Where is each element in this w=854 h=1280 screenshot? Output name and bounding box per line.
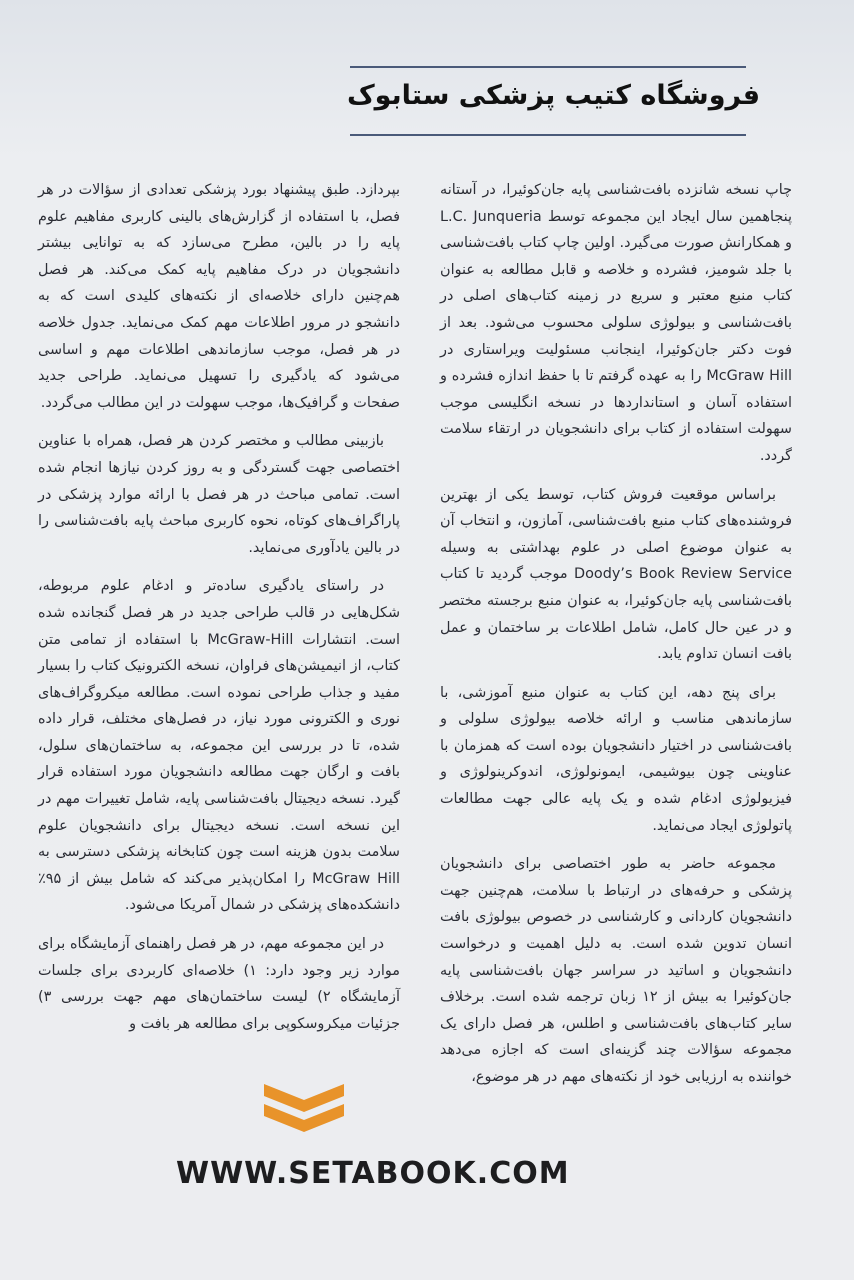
text-column-left [38, 177, 400, 1049]
paragraph: برای پنج دهه، این کتاب به عنوان منبع آموزشی، با سازماندهی مناسب و ارائه خلاصه بیولوژی سلولی و بافت‌شناسی در اختیار دانشجویان بوده است که همزمان با عناوینی چون بیوشیمی، ایمونولوژی، اندوکرینولوژی و فیزیولوژی ادغام شده و یک پایه عالی جهت مطالعات پاتولوژی ایجاد می‌نماید. [440, 684, 792, 834]
paragraph: براساس موقعیت فروش کتاب، توسط یکی از بهترین فروشنده‌های کتاب منبع بافت‌شناسی، آمازون، و انتخاب آن به عنوان موضوع اصلی در علوم بهداشتی به وسیله Doody’s Book Review Service موجب گردید تا کتاب بافت‌شناسی پایه جان‌کوئیرا، به عنوان منبع برجسته مختصر و در عین حال کامل، شامل اطلاعات بر ساختمان و عمل بافت انسان تداوم یابد. [440, 486, 792, 663]
paragraph: بازبینی مطالب و مختصر کردن هر فصل، همراه با عناوین اختصاصی جهت گستردگی و به روز کردن نیازها انجام شده است. تمامی مباحث در هر فصل با ارائه موارد پزشکی در پاراگراف‌های کوتاه، نحوه کاربری مباحث پایه بافت‌شناسی را در بالین یادآوری می‌نماید. [38, 433, 400, 556]
setabook-logo-icon [260, 1074, 348, 1136]
paragraph: در این مجموعه مهم، در هر فصل راهنمای آزمایشگاه برای موارد زیر وجود دارد: ۱) خلاصه‌ای کاربردی برای جلسات آزمایشگاه ۲) لیست ساختمان‌های مهم جهت بررسی ۳) جزئیات میکروسکوپی برای مطالعه هر بافت و [38, 936, 400, 1032]
page-header [346, 66, 760, 138]
page-title: فروشگاه کتیب پزشکی ستابوک [346, 80, 760, 111]
paragraph: مجموعه حاضر به طور اختصاصی برای دانشجویان پزشکی و حرفه‌های در ارتباط با سلامت، هم‌چنین جهت دانشجویان کاردانی و کارشناسی در خصوص بیولوژی بافت انسان تدوین شده است. به دلیل اهمیت و درخواست دانشجویان و اساتید در سراسر جهان بافت‌شناسی پایه جان‌کوئیرا به بیش از ۱۲ زبان ترجمه شده است. برخلاف سایر کتاب‌های بافت‌شناسی و اطلس، هر فصل دارای یک مجموعه سؤالات چند گزینه‌ای است که اجازه می‌دهد خواننده به ارزیابی خود از نکته‌های مهم در هر موضوع، [440, 856, 792, 1085]
header-top-rule [350, 66, 746, 68]
paragraph: در راستای یادگیری ساده‌تر و ادغام علوم مربوطه، شکل‌هایی در قالب طراحی جدید در هر فصل گنجانده شده است. انتشارات McGraw-Hill با استفاده از تمامی متن کتاب، از انیمیشن‌های فراوان، نسخه الکترونیک کتاب را بسیار مفید و جذاب طراحی نموده است. مطالعه میکروگراف‌های نوری و الکترونی مورد نیاز، در فصل‌های مختلف، قرار داده شده، تا در بررسی این مجموعه، به ساختمان‌های سلول، بافت و ارگان جهت مطالعه دانشجویان مورد استفاده قرار گیرد. نسخه دیجیتال بافت‌شناسی پایه، شامل تغییرات مهم در این نسخه است. نسخه دیجیتال برای دانشجویان علوم سلامت بدون هزینه است چون کتابخانه پزشکی دسترسی به McGraw Hill را امکان‌پذیر می‌کند که شامل بیش از ۹۵٪ دانشکده‌های پزشکی در شمال آمریکا می‌شود. [38, 578, 400, 914]
paragraph: چاپ نسخه شانزده بافت‌شناسی پایه جان‌کوئیرا، در آستانه پنجاهمین سال ایجاد این مجموعه توسط L.C. Junqueria و همکارانش صورت می‌گیرد. اولین چاپ کتاب بافت‌شناسی با جلد شومیز، فشرده و خلاصه و قابل مطالعه به عنوان کتاب منبع معتبر و سریع در زمینه کتاب‌های اصلی در بافت‌شناسی و بیولوژی سلولی محسوب می‌شود. بعد از فوت دکتر جان‌کوئیرا، اینجانب مسئولیت ویراستاری در McGraw Hill را به عهده گرفتم تا با حفظ اندازه فشرده و استفاده آسان و استانداردها در نسخه انگلیسی موجب سهولت استفاده از کتاب برای دانشجویان در ارتقاء سلامت گردد. [440, 182, 792, 464]
paragraph: بپردازد. طبق پیشنهاد بورد پزشکی تعدادی از سؤالات در هر فصل، با استفاده از گزارش‌های بالینی کاربری مفاهیم علوم پایه را در بالین، مطرح می‌سازد که به توانایی بیشتر دانشجویان در درک مفاهیم پایه کمک می‌کند. هر فصل هم‌چنین دارای خلاصه‌ای از نکته‌های کلیدی است که به دانشجو در مرور اطلاعات مهم کمک می‌نماید. جدول خلاصه در هر فصل، موجب سازماندهی اطلاعات مهم و اساسی می‌شود که یادگیری را تسهیل می‌نماید. طراحی جدید صفحات و گرافیک‌ها، موجب سهولت در این مطالب می‌گردد. [38, 182, 400, 411]
setabook-watermark [176, 1074, 570, 1204]
text-column-right [440, 177, 792, 1103]
watermark-site-url: WWW.SETABOOK.COM [176, 1156, 570, 1191]
header-bottom-rule [350, 134, 746, 136]
